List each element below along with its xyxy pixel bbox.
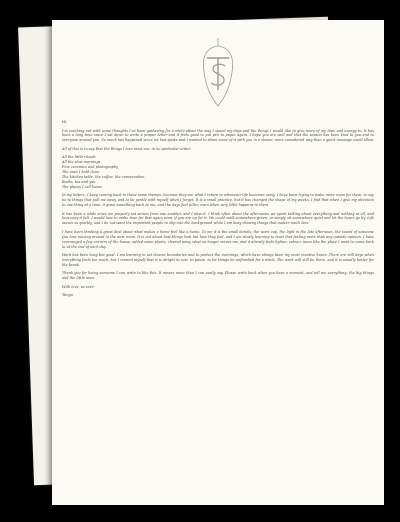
paragraph: In my letters, I keep coming back to these same themes, because they are what I return to whenever life becomes noisy. I have been trying to make more room for them, to say no to things that pull me away, and to be gentle with myself when I forget. It is a small practice, but it has changed the shape of my weeks. I find that when I give my attention to one thing at a time, it gives something back to me, and the days feel fuller, even when very little happens in them. xyxy=(62,193,374,208)
letter-body xyxy=(62,120,374,302)
salutation: Hi, xyxy=(62,120,68,124)
list-item: The places I call home xyxy=(62,184,102,189)
paragraph: I'm reaching out with some thoughts I've been gathering for a while about the way I spend my days and the things I would like to give more of my time and energy to. It has been a long time since I sat down to write a proper letter and it feels good to put pen to paper again. I hope you are well and that the season has been kind to you and to everyone around you. So much has happened since we last spoke and I wanted to share some of it with you in a slower, more considered way than a quick message could allow. xyxy=(62,128,374,143)
paragraph: Thank you for being someone I can write to like this. It means more than I can easily say. Please write back when you have a moment, and tell me everything, the big things and the little ones. xyxy=(62,271,374,281)
signature: Tanya xyxy=(62,293,73,298)
letter-sheet xyxy=(52,20,384,505)
paragraph: I have been thinking a great deal about what makes a home feel like a home. To me it is the small details, the worn cup, the light in the late afternoon, the sound of someone you love moving around in the next room. It is not about how things look but how they feel, and I am slowly learning to trust that feeling more than any outside opinion. I have rearranged a few corners of the house, added some plants, cleared away what no longer serves me, and it already feels lighter, calmer, more like the place I want to come back to at the end of each day. xyxy=(62,229,374,249)
list-item: The ones I hold close xyxy=(62,170,100,175)
list-item: The kitchen table, the coffee, the conversation xyxy=(62,174,145,179)
paragraph: Work has been busy but good. I am learning to set clearer boundaries and to protect the mornings, which have always been my most creative hours. There are still days when everything feels too much, but I remind myself that it is alright to rest, to pause, to let things be unfinished for a while. The work will still be there, and it is usually better for the break. xyxy=(62,253,374,267)
list-item: Books, tea and you xyxy=(62,179,96,184)
list-intro: All of this is to say that the things I love most are, in no particular order: xyxy=(62,146,192,151)
favorite-things-list xyxy=(62,155,374,189)
list-item: All the slow mornings xyxy=(62,160,101,165)
ts-monogram-icon xyxy=(196,36,240,108)
paragraph: It has been a while since we properly sat across from one another, and I miss it. I think often about the afternoons we spent talking about everything and nothing at all, and how easy it felt. I would love to make time for that again soon, if you are up for it. We could walk somewhere green, or simply sit somewhere quiet and let the hours go by. Life moves so quickly, and I do not want the important people to slip into the background while I am busy chasing things that matter much less. xyxy=(62,211,374,226)
closing: With love, as ever, xyxy=(62,284,95,289)
list-item: All the little rituals xyxy=(62,155,96,160)
list-item: Fine ceramics and photography xyxy=(62,165,119,170)
